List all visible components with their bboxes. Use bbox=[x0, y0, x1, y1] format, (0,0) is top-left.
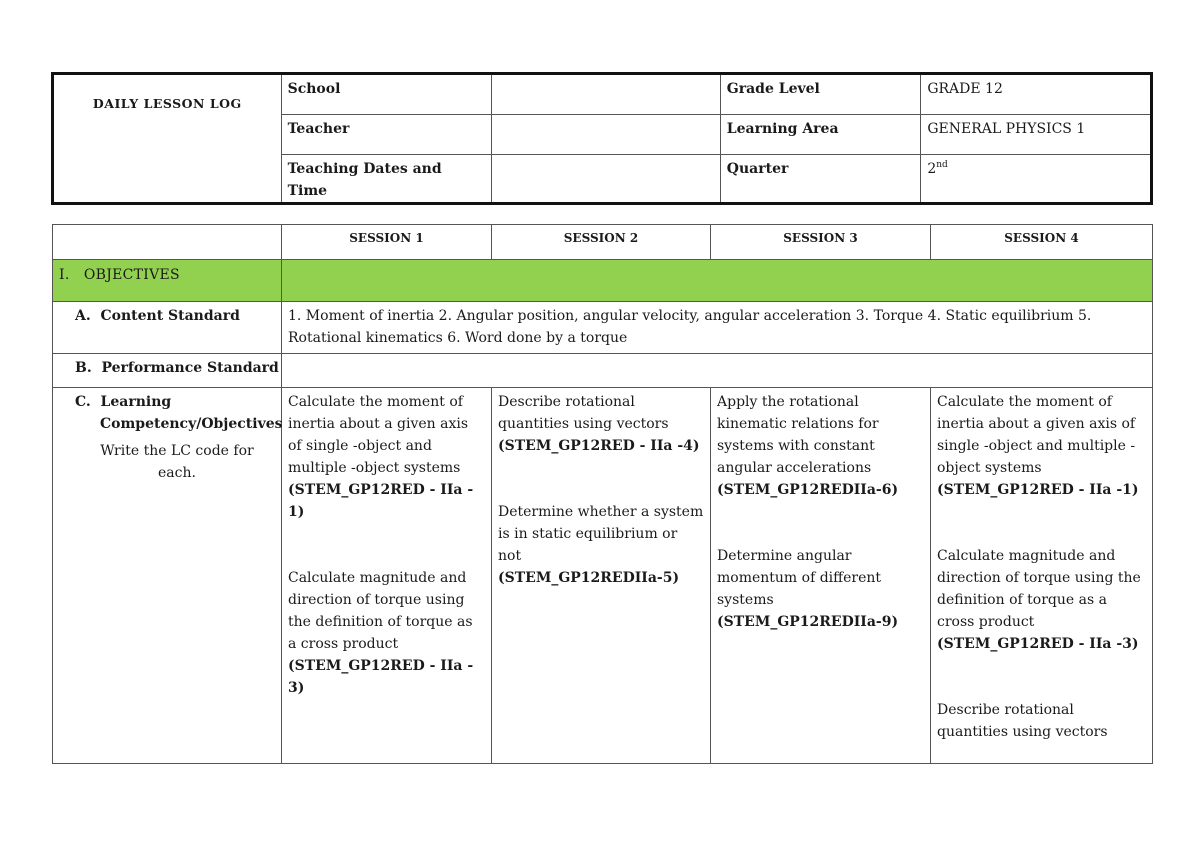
s4-competency-a-text: Calculate the moment of inertia about a given axis of single -object and multiple - object systems bbox=[937, 394, 1136, 476]
performance-standard-label: B. Performance Standard bbox=[53, 354, 282, 388]
content-standard-label: A. Content Standard bbox=[53, 302, 282, 354]
objectives-green-bar bbox=[282, 260, 1153, 302]
performance-standard-row bbox=[53, 354, 1153, 388]
s4-competency-b-code: (STEM_GP12RED - IIa -3) bbox=[937, 636, 1139, 652]
grade-level-value: GRADE 12 bbox=[921, 74, 1152, 115]
session-1-header: SESSION 1 bbox=[282, 225, 492, 260]
s3-competency-b-text: Determine angular momentum of different systems bbox=[717, 548, 882, 608]
teaching-dates-value bbox=[492, 155, 721, 204]
teaching-dates-label: Teaching Dates and Time bbox=[281, 155, 492, 204]
teacher-label: Teacher bbox=[281, 115, 492, 155]
session-1-competencies bbox=[282, 388, 492, 764]
s4-competency-a-code: (STEM_GP12RED - IIa -1) bbox=[937, 482, 1139, 498]
learning-area-label: Learning Area bbox=[720, 115, 921, 155]
s4-competency-c-text: Describe rotational quantities using vectors bbox=[937, 702, 1108, 740]
learning-competency-row bbox=[53, 388, 1153, 764]
s1-competency-b-code: (STEM_GP12RED - IIa - 3) bbox=[288, 658, 474, 696]
teacher-value bbox=[492, 115, 721, 155]
learning-competency-label-cell bbox=[53, 388, 282, 764]
school-value bbox=[492, 74, 721, 115]
session-4-header: SESSION 4 bbox=[931, 225, 1153, 260]
s2-competency-b-text: Determine whether a system is in static equilibrium or not bbox=[498, 504, 704, 564]
s3-competency-a-code: (STEM_GP12REDIIa-6) bbox=[717, 482, 899, 498]
s2-competency-b-code: (STEM_GP12REDIIa-5) bbox=[498, 570, 680, 586]
learning-area-value: GENERAL PHYSICS 1 bbox=[921, 115, 1152, 155]
objectives-row bbox=[53, 260, 1153, 302]
s1-competency-a-code: (STEM_GP12RED - IIa - 1) bbox=[288, 482, 474, 520]
s4-competency-b-text bbox=[937, 545, 1146, 655]
s3-competency-b-code: (STEM_GP12REDIIa-9) bbox=[717, 614, 899, 630]
s1-competency-b-text: Calculate magnitude and direction of torque using the definition of torque as a cross product bbox=[288, 570, 473, 652]
quarter-label: Quarter bbox=[720, 155, 921, 204]
content-standard-text: 1. Moment of inertia 2. Angular position, angular velocity, angular acceleration 3. Torque 4. Static equilibrium 5. Rotational kinematics 6. Word done by a torque bbox=[282, 302, 1153, 354]
lc-code-note: Write the LC code for each. bbox=[100, 443, 254, 481]
quarter-number: 2 bbox=[927, 161, 937, 177]
content-standard-row bbox=[53, 302, 1153, 354]
lc-label-line1: C. Learning bbox=[75, 394, 172, 410]
quarter-value bbox=[921, 155, 1152, 204]
s2-competency-a-text: Describe rotational quantities using vectors bbox=[498, 394, 669, 432]
quarter-suffix: nd bbox=[936, 160, 948, 170]
session-3-header: SESSION 3 bbox=[711, 225, 931, 260]
performance-standard-value bbox=[282, 354, 1153, 388]
empty-corner-cell bbox=[53, 225, 282, 260]
session-4-competencies bbox=[931, 388, 1153, 764]
daily-lesson-log-title: DAILY LESSON LOG bbox=[53, 74, 282, 204]
session-3-competencies bbox=[711, 388, 931, 764]
session-2-header: SESSION 2 bbox=[492, 225, 711, 260]
lesson-log-header-table bbox=[51, 72, 1153, 205]
s2-competency-a-code: (STEM_GP12RED - IIa -4) bbox=[498, 438, 700, 454]
objectives-heading: I. OBJECTIVES bbox=[53, 260, 282, 302]
objectives-table bbox=[52, 224, 1153, 764]
school-label: School bbox=[281, 74, 492, 115]
session-2-competencies bbox=[492, 388, 711, 764]
lc-label-line2: Competency/Objectives bbox=[100, 416, 283, 432]
session-header-row bbox=[53, 225, 1153, 260]
s4-competency-b-text-span: Calculate magnitude and direction of torque using the definition of torque as a cross product bbox=[937, 548, 1141, 630]
grade-level-label: Grade Level bbox=[720, 74, 921, 115]
s3-competency-a-text: Apply the rotational kinematic relations for systems with constant angular accelerations bbox=[717, 394, 879, 476]
s1-competency-a-text: Calculate the moment of inertia about a given axis of single -object and multiple -object systems bbox=[288, 394, 469, 476]
